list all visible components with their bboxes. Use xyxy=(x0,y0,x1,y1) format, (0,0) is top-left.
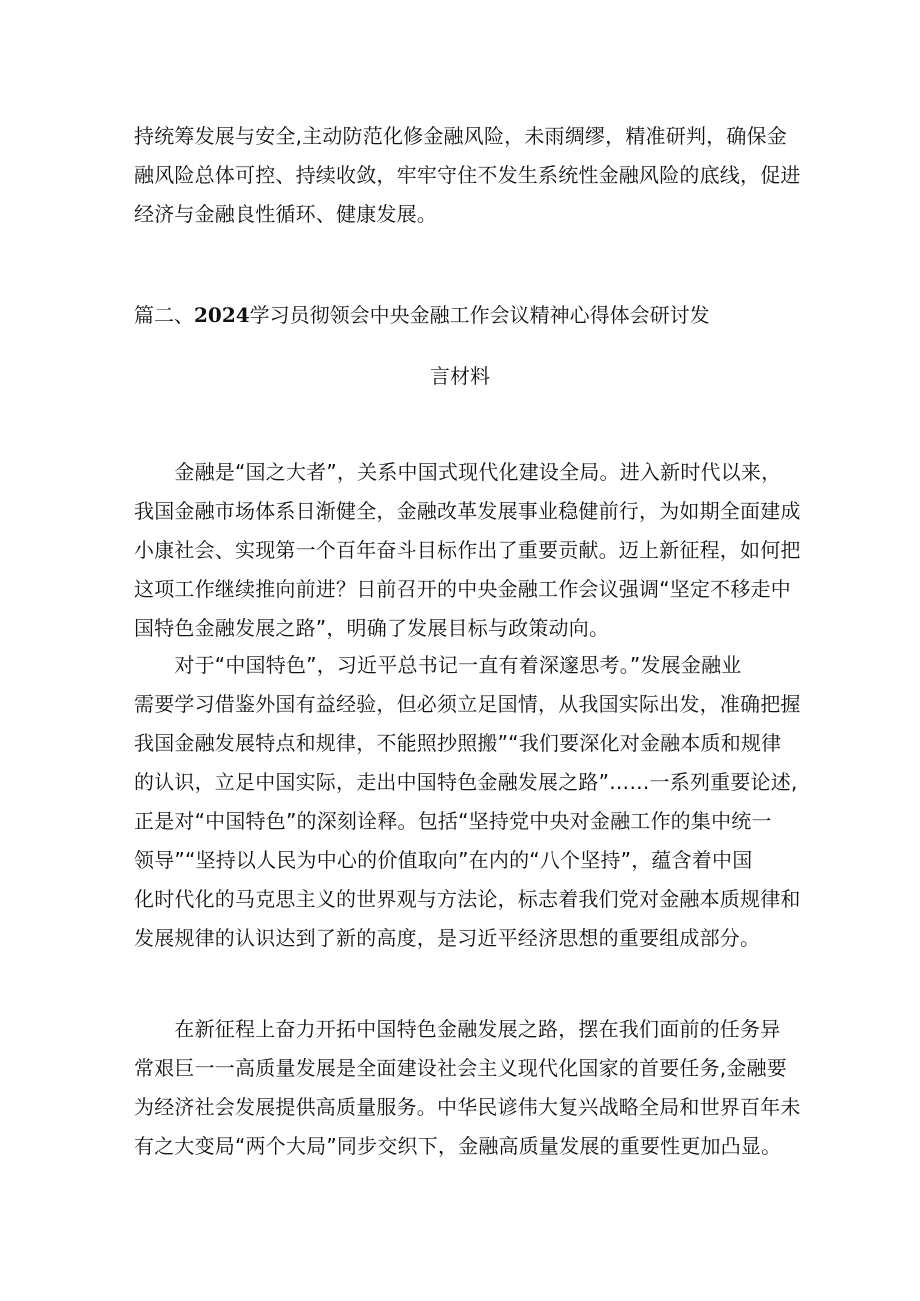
body-paragraph-1 xyxy=(134,453,801,648)
body-paragraph-2 xyxy=(134,646,801,958)
text-line: 金融是“国之大者”，关系中国式现代化建设全局。进入新时代以来， xyxy=(134,460,782,484)
text-line: 正是对“中国特色”的深刻诠释。包括“坚持党中央对金融工作的集中统一 xyxy=(134,809,772,833)
text-line: 我国金融发展特点和规律，不能照抄照搬”“我们要深化对金融本质和规律 xyxy=(134,731,782,755)
body-paragraph-3 xyxy=(134,1010,801,1166)
text-line: 在新征程上奋力开拓中国特色金融发展之路，摆在我们面前的任务异 xyxy=(134,1017,781,1041)
intro-paragraph xyxy=(134,117,801,234)
text-line: 常艰巨一一高质量发展是全面建设社会主义现代化国家的首要任务,金融要 xyxy=(134,1056,787,1080)
heading-prefix: 篇二、 xyxy=(134,303,194,327)
text-line: 我国金融市场体系日渐健全，金融改革发展事业稳健前行，为如期全面建成 xyxy=(134,499,801,523)
text-line: 这项工作继续推向前进？日前召开的中央金融工作会议强调“坚定不移走中 xyxy=(134,577,791,601)
text-line: 领导”“坚持以人民为中心的价值取向”在内的“八个坚持”，蕴含着中国 xyxy=(134,848,753,872)
text-line: 发展规律的认识达到了新的高度，是习近平经济思想的重要组成部分。 xyxy=(134,926,761,950)
text-line: 融风险总体可控、持续收敛，牢牢守住不发生系统性金融风险的底线，促进 xyxy=(134,163,801,187)
text-line: 需要学习借鉴外国有益经验，但必须立足国情，从我国实际出发，准确把握 xyxy=(134,692,801,716)
text-line: 为经济社会发展提供高质量服务。中华民谚伟大复兴战略全局和世界百年未 xyxy=(134,1095,801,1119)
text-line: 化时代化的马克思主义的世界观与方法论，标志着我们党对金融本质规律和 xyxy=(134,887,801,911)
text-line: 小康社会、实现第一个百年奋斗目标作出了重要贡献。迈上新征程，如何把 xyxy=(134,538,801,562)
heading-title: 学习员彻领会中央金融工作会议精神心得体会研讨发 xyxy=(249,303,710,327)
heading-year: 2024 xyxy=(194,303,250,327)
text-line: 持统筹发展与安全,主动防范化修金融风险，未雨绸缪，精准研判，确保金 xyxy=(134,124,787,148)
text-line: 对于“中国特色”，习近平总书记一直有着深邃思考。”发展金融业 xyxy=(134,653,742,677)
text-line: 经济与金融良性循环、健康发展。 xyxy=(134,202,437,226)
section-heading xyxy=(134,296,710,335)
section-heading-continuation: 言材料 xyxy=(430,364,490,388)
text-line: 有之大变局“两个大局”同步交织下，金融高质量发展的重要性更加凸显。 xyxy=(134,1134,782,1158)
text-line: 的认识，立足中国实际，走出中国特色金融发展之路”……一系列重要论述, xyxy=(134,770,798,794)
text-line: 国特色金融发展之路”，明确了发展目标与政策动向。 xyxy=(134,616,610,640)
